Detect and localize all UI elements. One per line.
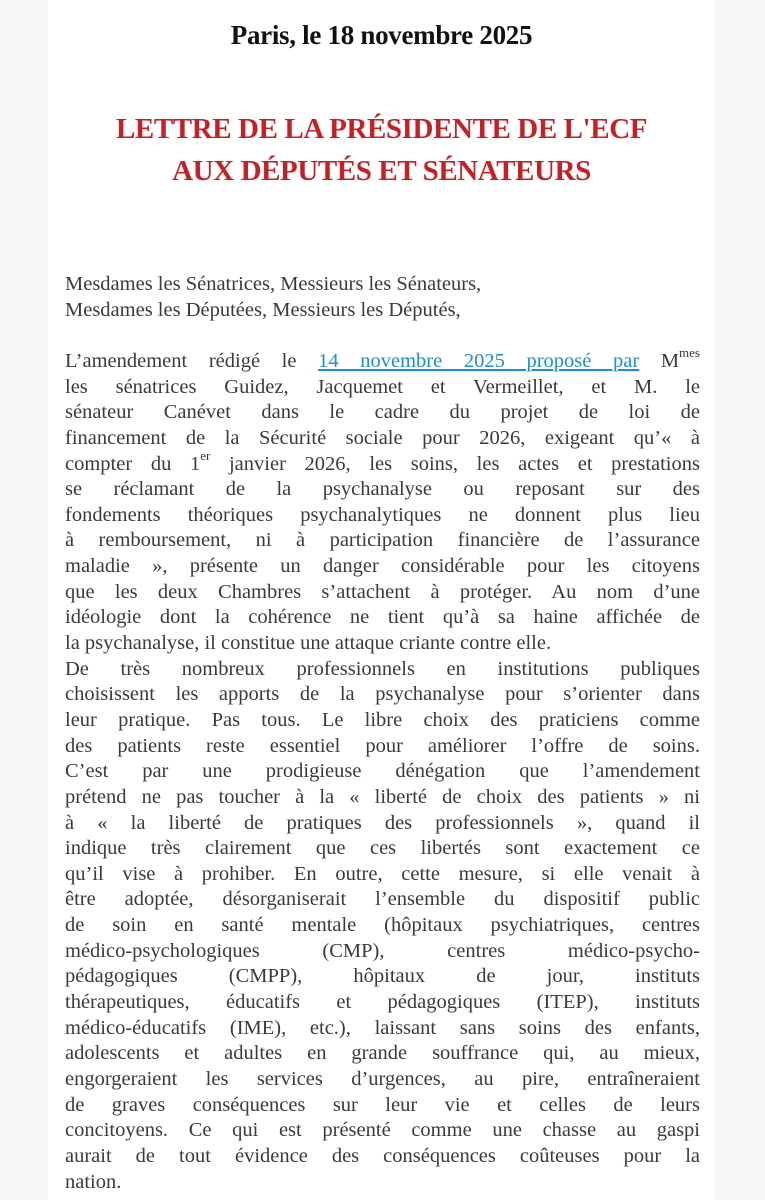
- body-text: indique très clairement que ces libertés sont exactement ce: [65, 837, 700, 860]
- body-line: [65, 887, 700, 913]
- salutation-line: Mesdames les Députées, Messieurs les Députés,: [65, 298, 461, 321]
- body-text: De très nombreux professionnels en institutions publiques: [65, 657, 700, 680]
- body-line: [65, 913, 700, 939]
- body-text: M: [639, 350, 680, 372]
- body-line: [65, 554, 700, 580]
- body-text: à remboursement, ni à participation financière de l’assurance: [65, 529, 700, 552]
- body-text: aurait de tout évidence des conséquences coûteuses pour la: [65, 1144, 700, 1167]
- body-text: leur pratique. Pas tous. Le libre choix des praticiens comme: [65, 708, 700, 731]
- body-text: nation.: [65, 1170, 122, 1193]
- body-line: [65, 1041, 700, 1067]
- body-text: médico-éducatifs (IME), etc.), laissant sans soins des enfants,: [65, 1016, 700, 1039]
- body-text: pédagogiques (CMPP), hôpitaux de jour, instituts: [65, 965, 700, 988]
- body-line: [65, 375, 700, 401]
- title-line: AUX DÉPUTÉS ET SÉNATEURS: [172, 155, 591, 187]
- body-text: sénateur Canévet dans le cadre du projet de loi de: [65, 401, 700, 424]
- superscript: mes: [679, 345, 700, 361]
- body-text: financement de la Sécurité sociale pour 2026, exigeant qu’« à: [65, 426, 700, 449]
- body-line: [65, 1016, 700, 1042]
- body-line: [65, 345, 700, 375]
- body-text: C’est par une prodigieuse dénégation que l’amendement: [65, 760, 700, 783]
- body-text: thérapeutiques, éducatifs et pédagogiques (ITEP), instituts: [65, 991, 700, 1014]
- letter-page: [48, 0, 715, 1200]
- letter-title: [48, 108, 715, 192]
- body-text: concitoyens. Ce qui est présenté comme une chasse au gaspi: [65, 1119, 700, 1142]
- body-line: [65, 1067, 700, 1093]
- body-line: [65, 400, 700, 426]
- body-text: les sénatrices Guidez, Jacquemet et Vermeillet, et M. le: [65, 375, 700, 398]
- body-text: médico-psychologiques (CMP), centres médico-psycho-: [65, 939, 700, 962]
- title-line: LETTRE DE LA PRÉSIDENTE DE L'ECF: [115, 113, 648, 145]
- body-text: être adoptée, désorganiserait l’ensemble du dispositif public: [65, 888, 700, 911]
- body-line: [65, 631, 700, 657]
- body-text: des patients reste essentiel pour améliorer l’offre de soins.: [65, 734, 700, 757]
- body-text: maladie », présente un danger considérable pour les citoyens: [65, 555, 700, 578]
- body-text: de soin en santé mentale (hôpitaux psychiatriques, centres: [65, 914, 700, 937]
- body-line: [65, 580, 700, 606]
- body-text: que les deux Chambres s’attachent à protéger. Au nom d’une: [65, 580, 700, 603]
- body-text: se réclamant de la psychanalyse ou reposant sur des: [65, 478, 700, 501]
- body-line: [65, 836, 700, 862]
- body-text: à « la liberté de pratiques des professionnels », quand il: [65, 811, 700, 834]
- body-line: [65, 862, 700, 888]
- body-line: [65, 759, 700, 785]
- body-text: qu’il vise à prohiber. En outre, cette mesure, si elle venait à: [65, 862, 700, 885]
- body-line: [65, 785, 700, 811]
- body-line: [65, 708, 700, 734]
- body-line: [65, 1118, 700, 1144]
- body-line: [65, 447, 700, 478]
- body-text: engorgeraient les services d’urgences, au pire, entraîneraient: [65, 1067, 700, 1090]
- body-text: L’amendement rédigé le: [65, 350, 319, 372]
- salutation: [65, 272, 700, 323]
- amendment-link[interactable]: 14 novembre 2025 proposé par: [318, 350, 640, 372]
- body-text: janvier 2026, les soins, les actes et prestations: [210, 452, 700, 475]
- body-line: [65, 734, 700, 760]
- body-line: [65, 811, 700, 837]
- body-text: choisissent les apports de la psychanalyse pour s’orienter dans: [65, 683, 700, 706]
- salutation-line: Mesdames les Sénatrices, Messieurs les Sénateurs,: [65, 273, 482, 295]
- body-line: [65, 682, 700, 708]
- body-line: [65, 477, 700, 503]
- body-text: la psychanalyse, il constitue une attaque criante contre elle.: [65, 632, 552, 655]
- body-line: [65, 990, 700, 1016]
- body-text: prétend ne pas toucher à la « liberté de choix des patients » ni: [65, 785, 700, 808]
- body-line: [65, 964, 700, 990]
- body-line: [65, 503, 700, 529]
- body-line: [65, 528, 700, 554]
- body-line: [65, 1170, 700, 1196]
- letter-date: Paris, le 18 novembre 2025: [230, 20, 533, 50]
- body-text: compter du 1: [65, 452, 201, 475]
- body-line: [65, 426, 700, 452]
- body-text: adolescents et adultes en grande souffrance qui, au mieux,: [65, 1042, 700, 1065]
- body-line: [65, 1144, 700, 1170]
- body-line: [65, 605, 700, 631]
- body-line: [65, 657, 700, 683]
- body-text: fondements théoriques psychanalytiques ne donnent plus lieu: [65, 503, 700, 526]
- body-text: de graves conséquences sur leur vie et celles de leurs: [65, 1093, 700, 1116]
- superscript: er: [200, 447, 211, 463]
- body-text: idéologie dont la cohérence ne tient qu’à sa haine affichée de: [65, 606, 700, 629]
- body-line: [65, 1093, 700, 1119]
- body-line: [65, 939, 700, 965]
- letter-body: [65, 345, 700, 1195]
